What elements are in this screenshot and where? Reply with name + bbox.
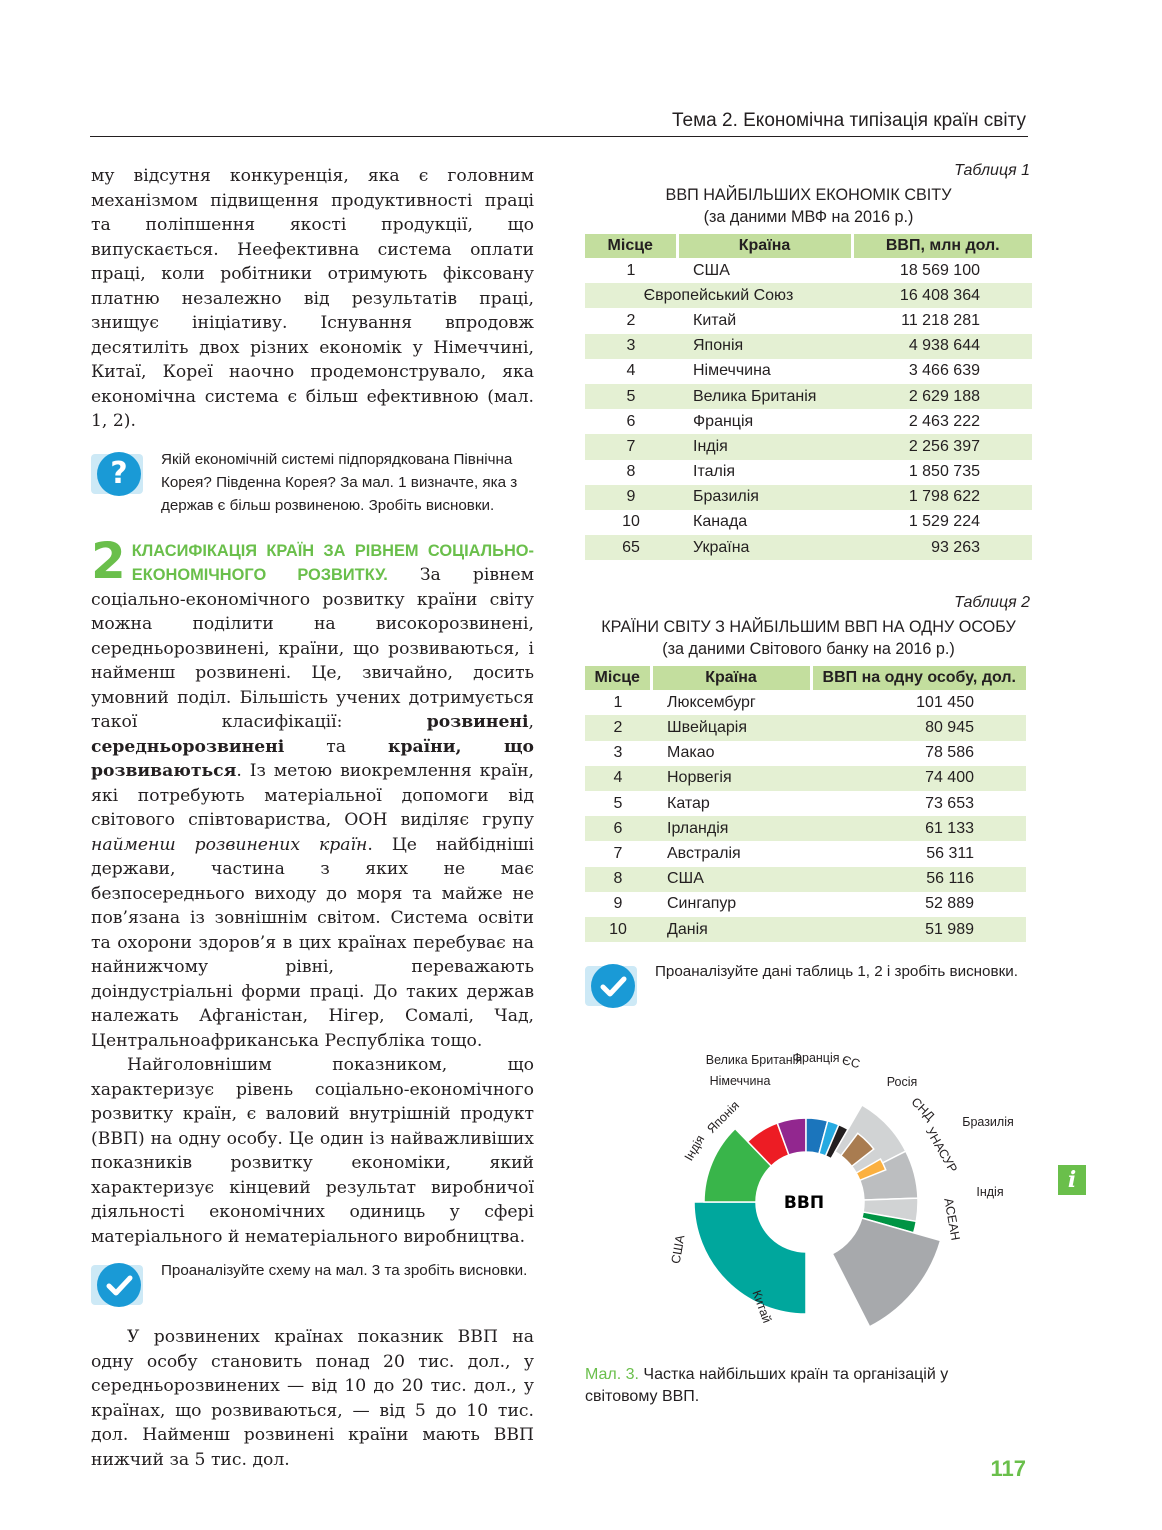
cell-value: 18 569 100 bbox=[899, 261, 980, 279]
cell-value: 56 116 bbox=[811, 867, 1026, 892]
t2-header-place: Місце bbox=[585, 666, 651, 690]
cell-value: 3 466 639 bbox=[908, 362, 980, 380]
cell-value: 16 408 364 bbox=[852, 283, 1032, 308]
cell-value: 4 938 644 bbox=[852, 334, 1032, 359]
cell-value: 78 586 bbox=[925, 744, 974, 762]
cell-place: 7 bbox=[613, 844, 623, 862]
cell-value: 93 263 bbox=[852, 535, 1032, 560]
figure-caption-text: Частка найбільших країн та організацій у світовому ВВП. bbox=[585, 1366, 949, 1405]
label-india: Індія bbox=[681, 1132, 708, 1164]
label-germany: Німеччина bbox=[709, 1074, 771, 1088]
para-2e: . Це найбідніші держави, частина з яких не має безпосереднього виходу до моря та майже не пов’язана із зовнішнім світом. Система освіти та охорони здоров’я в цих країнах перебуває на найнижчому рівні, переважають доіндустріальні форми праці. До таких держав належать Афганістан, Нігер, Сомалі, Чад, Центральноафриканська Республіка тощо. bbox=[91, 834, 534, 1051]
term-middle: середньорозвинені bbox=[91, 736, 285, 757]
table-2 bbox=[585, 666, 1026, 942]
table1-title-line1: ВВП НАЙБІЛЬШИХ ЕКОНОМІК СВІТУ bbox=[665, 186, 952, 204]
table-row bbox=[585, 841, 1026, 866]
cell-place: 6 bbox=[626, 412, 636, 430]
t1-header-place: Місце bbox=[585, 234, 677, 258]
table-row bbox=[585, 715, 1026, 740]
sep-1: , bbox=[528, 712, 534, 732]
cell-place: 2 bbox=[585, 715, 651, 740]
term-developing: країни, що розвиваються bbox=[91, 736, 535, 781]
left-column bbox=[91, 164, 534, 1472]
cell-country: Ірландія bbox=[651, 816, 811, 841]
table-1 bbox=[585, 234, 1032, 560]
table-row bbox=[585, 766, 1026, 791]
t1-header-gdp: ВВП, млн дол. bbox=[852, 234, 1032, 258]
t2-header-gdp-per-capita: ВВП на одну особу, дол. bbox=[811, 666, 1026, 690]
label-india-asean: Індія bbox=[976, 1185, 1004, 1199]
para-2d: . Із метою виокремлення країн, які потребують матеріальної допомоги від світового співтовариства, ООН виділяє групу bbox=[91, 761, 534, 830]
cell-place: 8 bbox=[626, 463, 636, 481]
cell-country: США bbox=[693, 261, 730, 279]
cell-place: 8 bbox=[585, 867, 651, 892]
section-heading: КЛАСИФІКАЦІЯ КРАЇН ЗА РІВНЕМ СОЦІАЛЬНО-ЕКОНОМІЧНОГО РОЗВИТКУ. bbox=[131, 541, 534, 584]
section-2 bbox=[91, 531, 535, 1054]
cell-country: Сингапур bbox=[667, 895, 737, 913]
cell-value: 61 133 bbox=[811, 816, 1026, 841]
task-box-1 bbox=[91, 1259, 534, 1311]
table1-title-line2: (за даними МВФ на 2016 р.) bbox=[703, 208, 914, 226]
task-text-2: Проаналізуйте дані таблиць 1, 2 і зробіть висновки. bbox=[655, 963, 1018, 981]
cell-place: 10 bbox=[585, 917, 651, 942]
cell-country: Бразилія bbox=[677, 485, 852, 510]
cell-country: США bbox=[651, 867, 811, 892]
cell-value: 2 629 188 bbox=[852, 384, 1032, 409]
cell-place: 9 bbox=[613, 895, 623, 913]
cell-place: 1 bbox=[626, 261, 636, 279]
cell-value: 1 850 735 bbox=[908, 463, 980, 481]
cell-value: 56 311 bbox=[926, 844, 974, 862]
cell-country: Канада bbox=[693, 513, 748, 531]
table-row bbox=[585, 690, 1026, 715]
table-row bbox=[585, 434, 1032, 459]
table1-title bbox=[585, 184, 1032, 228]
cell-country: Японія bbox=[677, 334, 852, 359]
cell-value: 101 450 bbox=[916, 693, 974, 711]
table-row bbox=[585, 334, 1032, 359]
cell-country: Франція bbox=[693, 412, 754, 430]
term-least: найменш розвинених країн bbox=[91, 834, 368, 855]
paragraph-3: Найголовнішим показником, що характеризує рівень соціально-економічного розвитку країн, є валовий внутрішній продукт (ВВП) на одну особу. Це один із найважливіших показників розвитку економіки, який характеризує кінцевий результат виробничої діяльності економічних одиниць у сфері матеріального й нематеріального виробництва. bbox=[91, 1055, 534, 1247]
checkmark-icon bbox=[91, 1259, 143, 1311]
question-box bbox=[91, 448, 534, 517]
cell-country: Китай bbox=[693, 311, 737, 329]
cell-place: 65 bbox=[585, 535, 677, 560]
cell-country: Катар bbox=[667, 794, 710, 812]
table2-title bbox=[585, 616, 1032, 660]
table-row bbox=[585, 308, 1032, 333]
cell-country: Німеччина bbox=[693, 362, 771, 380]
right-column bbox=[585, 162, 1032, 1012]
paragraph-1: му відсутня конкуренція, яка є головним механізмом підвищення продуктивності праці та поліпшення якості продукції, що випускається. Неефективна система оплати праці, коли робітники отримують фіксовану платню незалежно від результатів праці, знищує ініціативу. Існування впродовж десятиліть двох різних економік у Німеччині, Китаї, Кореї наочно продемонструвало, яка економічна система є більш ефективною (мал. 1, 2). bbox=[91, 166, 534, 431]
section-number: 2 bbox=[91, 531, 126, 590]
sep-2: та bbox=[284, 736, 389, 757]
cell-value: 11 218 281 bbox=[901, 311, 980, 329]
table-row bbox=[585, 409, 1032, 434]
task-box-2 bbox=[585, 960, 1032, 1012]
cell-value: 74 400 bbox=[811, 766, 1026, 791]
label-uk: Велика Британія bbox=[705, 1053, 803, 1067]
cell-country: Італія bbox=[693, 463, 736, 481]
question-text: Якій економічній системі підпорядкована Північна Корея? Південна Корея? За мал. 1 визначте, яка з держав є більш розвиненою. Зробіть висновки. bbox=[161, 450, 518, 514]
label-france: Франція bbox=[792, 1051, 840, 1065]
segment-china bbox=[694, 1202, 806, 1314]
table-row bbox=[585, 485, 1032, 510]
table1-caption: Таблиця 1 bbox=[954, 162, 1030, 179]
table-row bbox=[585, 917, 1026, 942]
label-unasur: УНАСУР bbox=[922, 1124, 961, 1176]
cell-country: Велика Британія bbox=[677, 384, 852, 409]
para-2a: За рівнем соціально-економічного розвитку країни світу можна поділити на високорозвинені, середньорозвинені, країни, що розвиваються, і найменш розвинені. Це, звичайно, досить умовний поділ. Більшість учених дотримується такої класифікації: bbox=[91, 565, 535, 732]
t1-header-country: Країна bbox=[677, 234, 852, 258]
cell-country: Швейцарія bbox=[651, 715, 811, 740]
cell-country: Україна bbox=[677, 535, 852, 560]
figure-caption bbox=[585, 1364, 1025, 1408]
cell-place: 5 bbox=[585, 384, 677, 409]
cell-place: 5 bbox=[613, 794, 623, 812]
cell-country: Австралія bbox=[667, 844, 741, 862]
cell-value: 2 463 222 bbox=[908, 412, 980, 430]
cell-place: 3 bbox=[613, 744, 623, 762]
table-row bbox=[585, 283, 1032, 308]
label-brazil: Бразилія bbox=[962, 1115, 1014, 1129]
cell-place: 4 bbox=[626, 362, 636, 380]
cell-value: 1 529 224 bbox=[908, 513, 980, 531]
header-title: Тема 2. Економічна типізація країн світу bbox=[672, 110, 1026, 131]
cell-place: 9 bbox=[585, 485, 677, 510]
task-text-1: Проаналізуйте схему на мал. 3 та зробіть висновки. bbox=[161, 1262, 528, 1279]
table-row bbox=[585, 867, 1026, 892]
label-usa: США bbox=[668, 1233, 688, 1265]
cell-place: 6 bbox=[585, 816, 651, 841]
cell-place: 1 bbox=[613, 693, 623, 711]
checkmark-icon bbox=[585, 960, 637, 1012]
cell-place: 3 bbox=[585, 334, 677, 359]
segment-asean bbox=[832, 1218, 940, 1327]
table2-caption: Таблиця 2 bbox=[954, 594, 1030, 612]
cell-value: 80 945 bbox=[811, 715, 1026, 740]
paragraph-4: У розвинених країнах показник ВВП на одну особу становить понад 20 тис. дол., у середньорозвинених — від 10 до 20 тис. дол., у країнах, що розвиваються, — від 5 до 10 тис. дол. Найменш розвинені країни мають ВВП нижчий за 5 тис. дол. bbox=[91, 1327, 534, 1470]
table-row bbox=[585, 460, 1032, 485]
table-row bbox=[585, 791, 1026, 816]
term-developed: розвинені bbox=[426, 712, 529, 732]
cell-country: Індія bbox=[677, 434, 852, 459]
table-row bbox=[585, 816, 1026, 841]
table-row bbox=[585, 741, 1026, 766]
label-asean: АСЕАН bbox=[941, 1197, 963, 1242]
table-row bbox=[585, 892, 1026, 917]
cell-country: Данія bbox=[651, 917, 811, 942]
cell-value: 52 889 bbox=[925, 895, 974, 913]
gdp-share-diagram bbox=[640, 1040, 1020, 1340]
table2-title-line1: КРАЇНИ СВІТУ З НАЙБІЛЬШИМ ВВП НА ОДНУ ОСОБУ bbox=[601, 618, 1016, 637]
question-icon: ? bbox=[91, 448, 143, 500]
cell-place: 7 bbox=[585, 434, 677, 459]
cell-country: Макао bbox=[667, 744, 715, 762]
table-row bbox=[585, 258, 1032, 283]
cell-country: Люксембург bbox=[667, 693, 756, 711]
label-eu: ЄС bbox=[840, 1053, 862, 1072]
table-row bbox=[585, 510, 1032, 535]
cell-value: 2 256 397 bbox=[852, 434, 1032, 459]
figure-label: Мал. 3. bbox=[585, 1366, 639, 1383]
cell-place: 2 bbox=[626, 311, 636, 329]
chart-center-label: ВВП bbox=[783, 1193, 825, 1213]
t2-header-country: Країна bbox=[651, 666, 811, 690]
table-row bbox=[585, 535, 1032, 560]
cell-country: Норвегія bbox=[651, 766, 811, 791]
cell-place: 4 bbox=[585, 766, 651, 791]
cell-value: 51 989 bbox=[811, 917, 1026, 942]
label-cis: СНД bbox=[908, 1094, 938, 1124]
cell-value: 73 653 bbox=[925, 794, 974, 812]
label-japan: Японія bbox=[704, 1098, 742, 1136]
label-china: Китай bbox=[749, 1288, 775, 1325]
info-tab: i bbox=[1058, 1165, 1086, 1195]
table2-title-line2: (за даними Світового банку на 2016 р.) bbox=[662, 640, 955, 659]
running-header bbox=[90, 106, 1028, 137]
cell-place: Європейський Союз bbox=[585, 283, 852, 308]
cell-place: 10 bbox=[622, 513, 640, 531]
table-row bbox=[585, 359, 1032, 384]
table-row bbox=[585, 384, 1032, 409]
cell-value: 1 798 622 bbox=[852, 485, 1032, 510]
page-number: 117 bbox=[990, 1456, 1026, 1481]
label-russia: Росія bbox=[886, 1075, 918, 1089]
